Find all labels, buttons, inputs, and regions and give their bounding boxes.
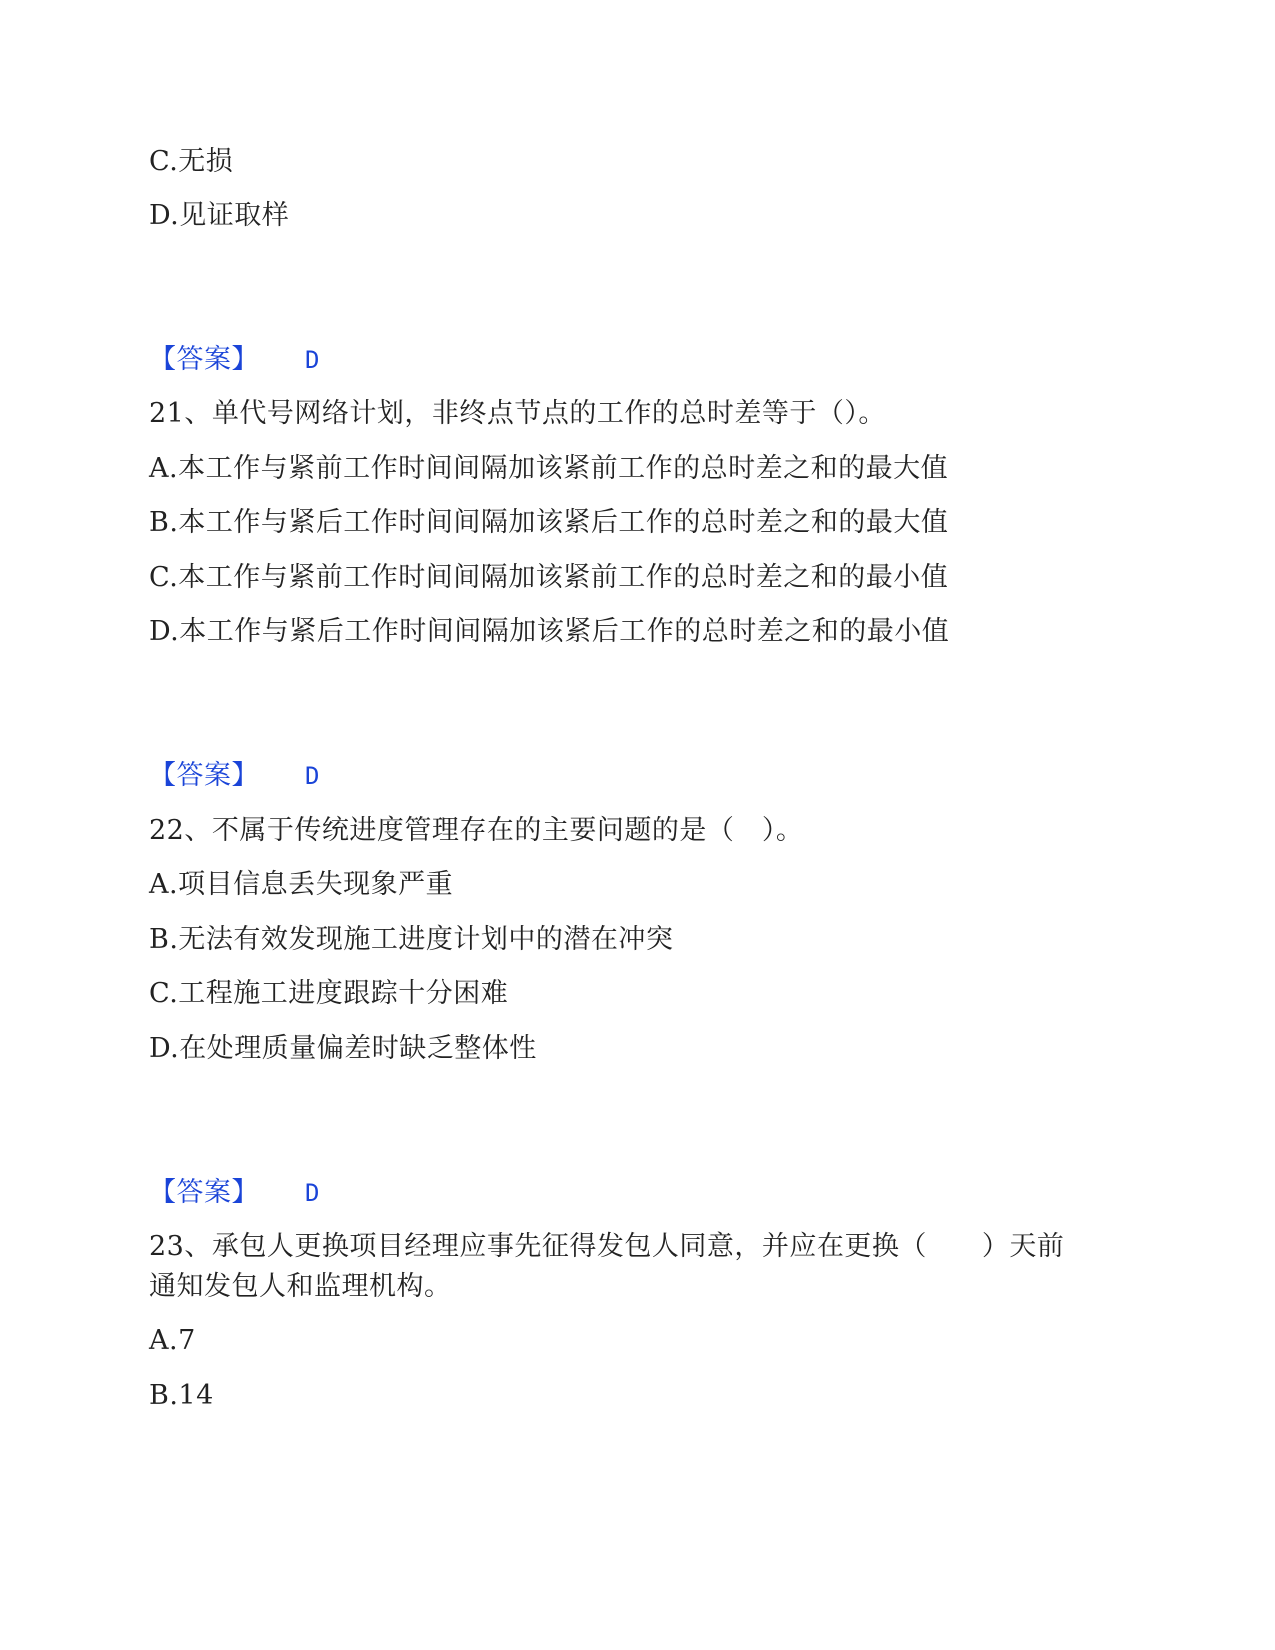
q20-option-d: D.见证取样 (149, 200, 290, 231)
answer-label: 【答案】 (149, 760, 259, 791)
q22-option-c: C.工程施工进度跟踪十分困难 (149, 978, 509, 1009)
q20-option-c: C.无损 (149, 146, 234, 177)
answer-label: 【答案】 (149, 344, 259, 375)
answer-value: D (305, 1179, 320, 1207)
q21-option-b: B.本工作与紧后工作时间间隔加该紧后工作的总时差之和的最大值 (149, 507, 949, 538)
q23-option-a: A.7 (149, 1325, 196, 1356)
q21-question: 21、单代号网络计划，非终点节点的工作的总时差等于（）。 (149, 398, 886, 429)
q22-option-b: B.无法有效发现施工进度计划中的潜在冲突 (149, 924, 674, 955)
q22-question: 22、不属于传统进度管理存在的主要问题的是（ ）。 (149, 815, 804, 846)
answer-value: D (305, 762, 320, 790)
q20-answer (149, 343, 320, 377)
q21-option-d: D.本工作与紧后工作时间间隔加该紧后工作的总时差之和的最小值 (149, 616, 950, 647)
q21-option-c: C.本工作与紧前工作时间间隔加该紧前工作的总时差之和的最小值 (149, 562, 949, 593)
q23-question-line1: 23、承包人更换项目经理应事先征得发包人同意，并应在更换（ ）天前 (149, 1231, 1065, 1262)
q23-option-b: B.14 (149, 1380, 214, 1411)
q22-answer (149, 1176, 320, 1210)
answer-label: 【答案】 (149, 1177, 259, 1208)
answer-value: D (305, 346, 320, 374)
q21-answer (149, 759, 320, 793)
q22-option-d: D.在处理质量偏差时缺乏整体性 (149, 1033, 537, 1064)
q22-option-a: A.项目信息丢失现象严重 (149, 869, 454, 900)
q21-option-a: A.本工作与紧前工作时间间隔加该紧前工作的总时差之和的最大值 (149, 453, 949, 484)
q23-question-line2: 通知发包人和监理机构。 (149, 1271, 452, 1302)
